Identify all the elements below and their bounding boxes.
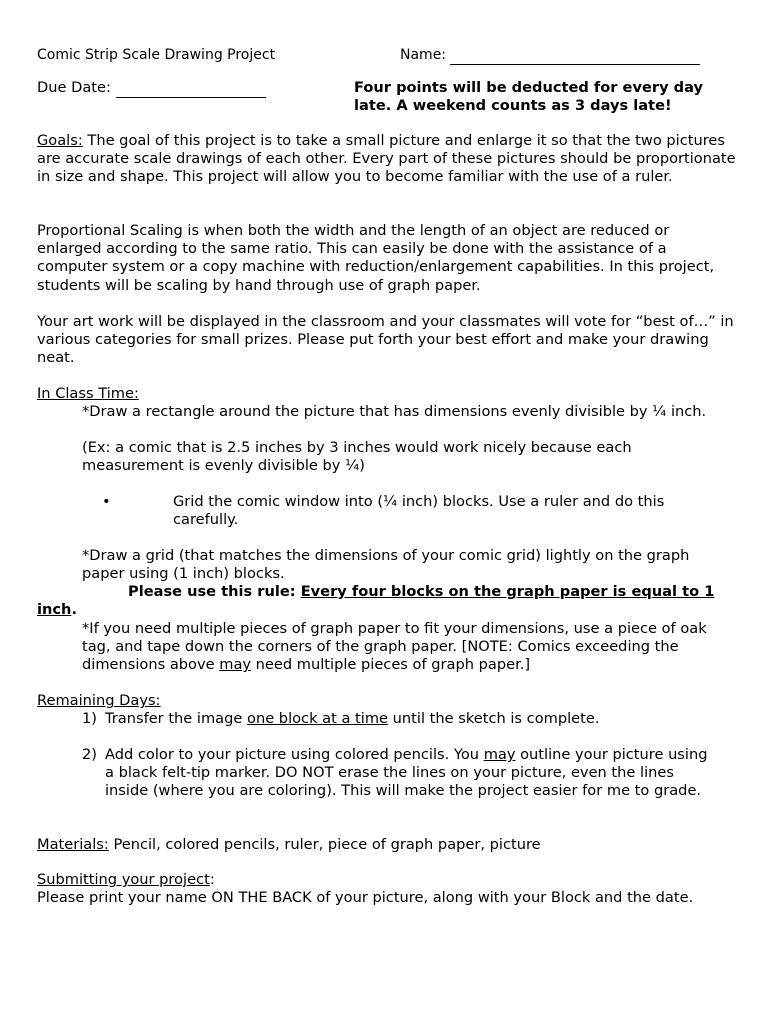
- goals-label: Goals:: [37, 132, 83, 149]
- item-2-text: [105, 746, 715, 801]
- materials-text: Pencil, colored pencils, ruler, piece of graph paper, picture: [108, 836, 541, 853]
- item-1-number: 1): [82, 710, 97, 727]
- in-class-example: (Ex: a comic that is 2.5 inches by 3 inches would work nicely because each measurement is evenly divisible by ¼): [82, 439, 632, 475]
- in-class-heading: In Class Time:: [37, 385, 139, 402]
- scale-rule-end: .: [71, 601, 77, 618]
- step-3-text-1: *If you need multiple pieces of graph paper to fit your dimensions, use a piece of oak tag, and tape down the corners of the graph paper. [NOTE: Comics exceeding the dimensions above: [82, 620, 707, 674]
- step-3-may: may: [219, 656, 252, 674]
- item-1-text-pre: Transfer the image: [105, 710, 248, 727]
- materials-label: Materials:: [37, 836, 109, 853]
- scale-rule-prefix: Please use this rule:: [128, 583, 301, 600]
- goals-text: The goal of this project is to take a small picture and enlarge it so that the two pictures are accurate scale drawings of each other. Every part of these pictures should be proportionate in size and shape. This project will allow you to become familiar with the use of a ruler.: [37, 132, 736, 186]
- scale-rule-line: [128, 583, 714, 601]
- scale-rule-text: Every four blocks on the graph paper is equal to 1: [300, 583, 715, 600]
- item-2-text-pre: Add color to your picture using colored pencils. You: [105, 746, 484, 763]
- display-paragraph: Your art work will be displayed in the classroom and your classmates will vote for “best of…” in various categories for small prizes. Please put forth your best effort and make your drawing neat.: [37, 313, 734, 367]
- in-class-step-3: [82, 620, 737, 675]
- scaling-paragraph: Proportional Scaling is when both the width and the length of an object are reduced or enlarged according to the same ratio. This can easily be done with the assistance of a computer system or a copy machine with reduction/enlargement capabilities. In this project, students will be scaling by hand through use of graph paper.: [37, 222, 715, 294]
- name-blank-line[interactable]: [450, 46, 700, 65]
- late-policy-line-2: late. A weekend counts as 3 days late!: [354, 97, 672, 115]
- item-1-text-post: until the sketch is complete.: [388, 710, 600, 727]
- late-policy: [354, 79, 754, 115]
- scale-rule-wrap: [37, 601, 77, 619]
- item-2-text-post: outline your picture using a black felt-tip marker. DO NOT erase the lines on your picture, even the lines inside (where you are coloring). This will make the project easier for me to grade.: [105, 746, 708, 800]
- submitting-text: Please print your name ON THE BACK of your picture, along with your Block and the date.: [37, 889, 694, 906]
- bullet-icon: •: [102, 493, 111, 510]
- remaining-item-1: [82, 710, 737, 728]
- step-3-text-2: need multiple pieces of graph paper.]: [251, 656, 531, 674]
- submitting-colon: :: [209, 871, 215, 888]
- name-field: [400, 46, 700, 65]
- in-class-step-2: *Draw a grid (that matches the dimensions of your comic grid) lightly on the graph paper using (1 inch) blocks.: [82, 547, 690, 583]
- due-date-field: [37, 79, 266, 98]
- project-title: Comic Strip Scale Drawing Project: [37, 47, 276, 63]
- materials-line: [37, 836, 737, 854]
- due-date-blank-line[interactable]: [116, 79, 266, 98]
- submitting-heading: [37, 871, 215, 889]
- due-date-label: Due Date:: [37, 79, 116, 96]
- remaining-days-heading: Remaining Days:: [37, 692, 161, 709]
- scale-rule-wrap-text: inch: [37, 601, 72, 618]
- item-2-may: may: [483, 746, 516, 763]
- name-label: Name:: [400, 47, 451, 63]
- grid-bullet-text: Grid the comic window into (¼ inch) blocks. Use a ruler and do this carefully.: [173, 493, 665, 529]
- goals-paragraph: [37, 132, 737, 187]
- submitting-label: Submitting your project: [37, 871, 210, 888]
- in-class-step-1: *Draw a rectangle around the picture that has dimensions evenly divisible by ¼ inch.: [82, 403, 707, 420]
- item-1-text-underlined: one block at a time: [247, 710, 389, 727]
- item-2-number: 2): [82, 746, 97, 763]
- late-policy-line-1: Four points will be deducted for every day: [354, 79, 704, 96]
- remaining-item-2: [82, 746, 737, 801]
